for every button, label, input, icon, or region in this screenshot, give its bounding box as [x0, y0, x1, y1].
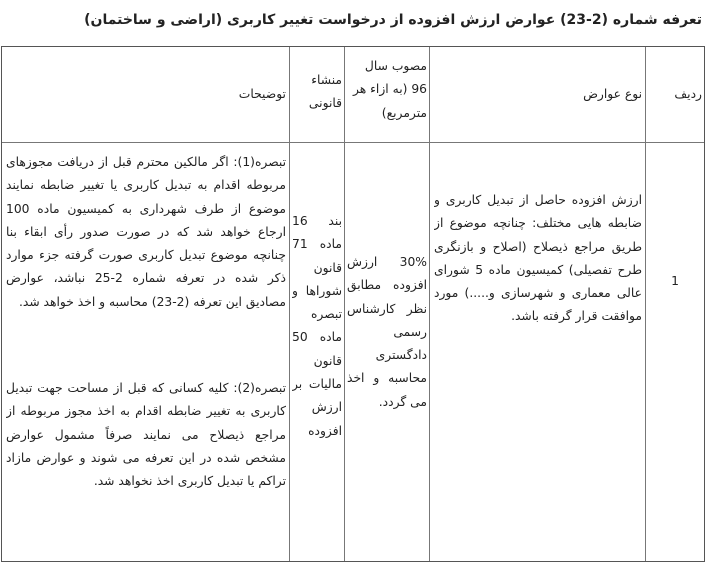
note-2: تبصره(2): کلیه کسانی که قبل از مساحت جهت تبدیل کاربری به تغییر ضابطه اقدام به اخذ مجوز مربوطه از مراجع ذیصلاح می نمایند صرفاً مشمول عوارض مشخص شده در این تعرفه می شوند و عوارض مازاد تراکم یا تبدیل کاربری اخذ نخواهد شد.: [6, 381, 286, 489]
header-divider: [2, 142, 704, 143]
col-divider: [344, 47, 345, 561]
page-title: تعرفه شماره (2-23) عوارض ارزش افزوده از درخواست تغییر کاربری (اراضی و ساختمان): [84, 12, 702, 28]
header-approved: مصوب سال 96 (به ازاء هر مترمربع): [352, 59, 427, 120]
header-legal-source: منشاء قانونی: [308, 73, 342, 111]
legal-source-text: بند 16 ماده 71 قانون شوراها و تبصره ماده 50 قانون مالیات بر ارزش افزوده: [292, 214, 342, 438]
col-divider: [645, 47, 646, 561]
approved-text: 30% ارزش افزوده مطابق نظر کارشناس رسمی دادگستری محاسبه و اخذ می گردد.: [347, 255, 427, 409]
tariff-table: [1, 46, 705, 562]
col-divider: [429, 47, 430, 561]
header-fee-type: نوع عوارض: [583, 87, 642, 101]
col-divider: [289, 47, 290, 561]
note-1: تبصره(1): اگر مالکین محترم قبل از دریافت مجوزهای مربوطه اقدام به تبدیل کاربری یا تغییر ضابطه نمایند موضوع از طرف شهرداری به کمیسیون ماده 100 ارجاع خواهد شد که در صورت صدور رأی ابقاء بنا چنانچه موضوع تبدیل کاربری صورت گرفته جزء موارد ذکر شده در تعرفه شماره 2-25 نباشد، عوارض مصادیق این تعرفه (2-23) محاسبه و اخذ خواهد شد.: [6, 155, 286, 309]
fee-type-text: ارزش افزوده حاصل از تبدیل کاربری و ضابطه هایی مختلف: چنانچه موضوع از طریق مراجع ذیصلاح (اصلاح و بازنگری طرح تفصیلی) کمیسیون ماده 5 شورای عالی معماری و شهرسازی و.....) مورد موافقت قرار گرفته باشد.: [434, 193, 642, 324]
header-row-number: ردیف: [674, 87, 702, 101]
header-notes: توضیحات: [238, 87, 286, 101]
row-number: 1: [671, 274, 679, 288]
